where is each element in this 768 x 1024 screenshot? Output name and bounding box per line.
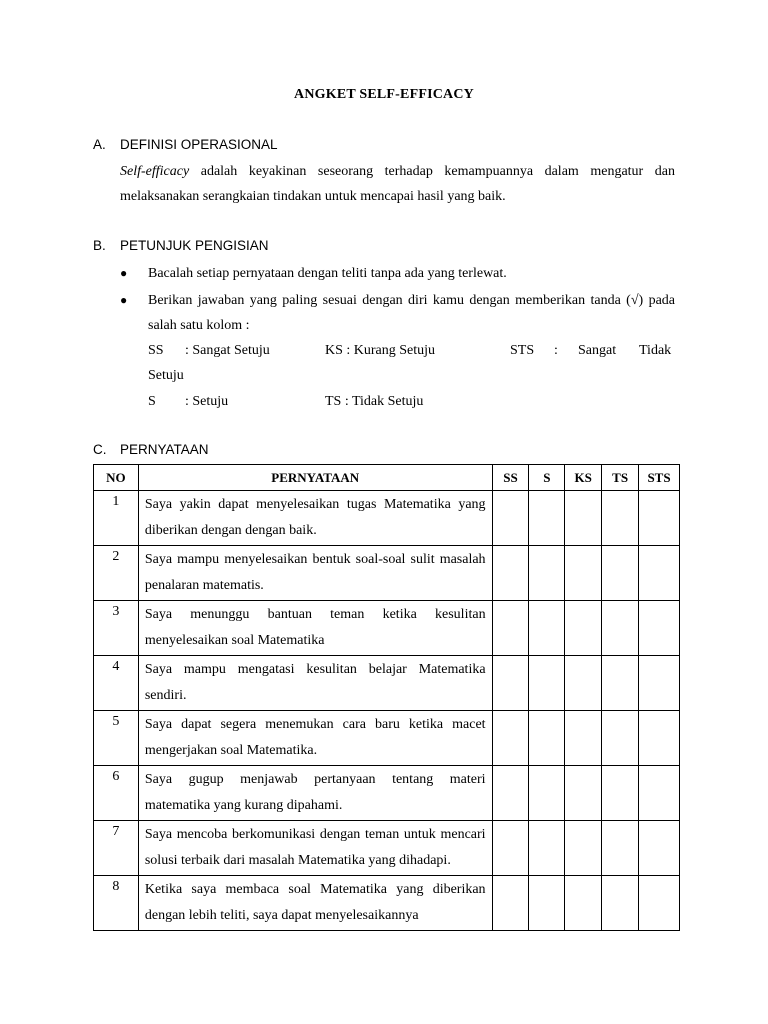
row-statement: Saya mampu mengatasi kesulitan belajar Matematika sendiri. — [138, 656, 492, 711]
section-a-letter: A. — [93, 137, 106, 152]
answer-cell-ss[interactable] — [492, 656, 529, 711]
statement-table — [93, 464, 680, 931]
answer-cell-ss[interactable] — [492, 491, 529, 546]
answer-cell-ts[interactable] — [602, 546, 639, 601]
answer-cell-sts[interactable] — [639, 601, 680, 656]
answer-cell-s[interactable] — [529, 766, 565, 821]
row-statement: Saya yakin dapat menyelesaikan tugas Matematika yang diberikan dengan dengan baik. — [138, 491, 492, 546]
answer-cell-sts[interactable] — [639, 711, 680, 766]
answer-cell-s[interactable] — [529, 876, 565, 931]
table-header-row — [94, 465, 680, 491]
header-no: NO — [94, 465, 139, 491]
section-b-letter: B. — [93, 238, 106, 253]
header-ts: TS — [602, 465, 639, 491]
answer-cell-ks[interactable] — [565, 491, 602, 546]
section-a-title: DEFINISI OPERASIONAL — [120, 137, 278, 152]
legend-s-code: S — [148, 394, 156, 409]
answer-cell-ts[interactable] — [602, 876, 639, 931]
row-number: 8 — [94, 876, 139, 931]
legend-sts-word-2: Tidak — [639, 343, 672, 358]
answer-cell-s[interactable] — [529, 656, 565, 711]
section-c-title: PERNYATAAN — [120, 442, 209, 457]
section-c-letter: C. — [93, 442, 107, 457]
answer-cell-s[interactable] — [529, 546, 565, 601]
legend-row-1-wrap — [148, 363, 675, 388]
instruction-text-2: Berikan jawaban yang paling sesuai dengan diri kamu dengan memberikan tanda (√) pada salah satu kolom : — [148, 293, 675, 333]
instruction-text-1: Bacalah setiap pernyataan dengan teliti tanpa ada yang terlewat. — [148, 266, 507, 281]
answer-cell-ks[interactable] — [565, 821, 602, 876]
header-ss: SS — [492, 465, 529, 491]
answer-cell-ts[interactable] — [602, 711, 639, 766]
row-number: 7 — [94, 821, 139, 876]
definition-paragraph — [120, 159, 675, 209]
definition-text: adalah keyakinan seseorang terhadap kemampuannya dalam mengatur dan melaksanakan serangkaian tindakan untuk mencapai hasil yang baik. — [120, 164, 675, 204]
legend-ss-code: SS — [148, 343, 164, 358]
section-c-heading — [93, 442, 209, 457]
legend-row-2 — [148, 389, 675, 414]
row-number: 4 — [94, 656, 139, 711]
bullet-icon: ● — [120, 293, 128, 307]
row-number: 6 — [94, 766, 139, 821]
instruction-bullet-2 — [120, 288, 675, 338]
row-number: 2 — [94, 546, 139, 601]
answer-cell-sts[interactable] — [639, 876, 680, 931]
answer-cell-s[interactable] — [529, 601, 565, 656]
answer-cell-ss[interactable] — [492, 601, 529, 656]
legend-ts: TS : Tidak Setuju — [325, 394, 424, 409]
table-row — [94, 711, 680, 766]
answer-cell-ks[interactable] — [565, 601, 602, 656]
table-row — [94, 766, 680, 821]
answer-cell-ts[interactable] — [602, 601, 639, 656]
answer-cell-ss[interactable] — [492, 821, 529, 876]
answer-cell-ks[interactable] — [565, 711, 602, 766]
section-b-heading — [93, 238, 269, 253]
row-number: 5 — [94, 711, 139, 766]
row-statement: Saya menunggu bantuan teman ketika kesulitan menyelesaikan soal Matematika — [138, 601, 492, 656]
answer-cell-ks[interactable] — [565, 546, 602, 601]
header-s: S — [529, 465, 565, 491]
answer-cell-s[interactable] — [529, 821, 565, 876]
table-row — [94, 876, 680, 931]
answer-cell-ss[interactable] — [492, 766, 529, 821]
answer-cell-ss[interactable] — [492, 876, 529, 931]
answer-cell-ss[interactable] — [492, 546, 529, 601]
row-number: 3 — [94, 601, 139, 656]
answer-cell-s[interactable] — [529, 491, 565, 546]
table-row — [94, 546, 680, 601]
legend-row-1 — [148, 338, 675, 363]
answer-cell-ts[interactable] — [602, 821, 639, 876]
row-statement: Saya gugup menjawab pertanyaan tentang materi matematika yang kurang dipahami. — [138, 766, 492, 821]
table-row — [94, 601, 680, 656]
legend-sts-word-1: Sangat — [578, 343, 617, 358]
row-statement: Saya mencoba berkomunikasi dengan teman untuk mencari solusi terbaik dari masalah Matematika yang dihadapi. — [138, 821, 492, 876]
answer-cell-ts[interactable] — [602, 656, 639, 711]
instruction-bullet-1 — [120, 261, 675, 286]
table-row — [94, 491, 680, 546]
section-a-heading — [93, 137, 278, 152]
answer-cell-ts[interactable] — [602, 491, 639, 546]
answer-cell-sts[interactable] — [639, 766, 680, 821]
answer-cell-sts[interactable] — [639, 491, 680, 546]
answer-cell-ss[interactable] — [492, 711, 529, 766]
row-statement: Ketika saya membaca soal Matematika yang diberikan dengan lebih teliti, saya dapat menyelesaikannya — [138, 876, 492, 931]
page-title: ANGKET SELF-EFFICACY — [294, 87, 474, 102]
section-b-title: PETUNJUK PENGISIAN — [120, 238, 269, 253]
legend-ss-desc: : Sangat Setuju — [185, 343, 270, 358]
row-statement: Saya mampu menyelesaikan bentuk soal-soal sulit masalah penalaran matematis. — [138, 546, 492, 601]
answer-cell-ks[interactable] — [565, 766, 602, 821]
answer-cell-s[interactable] — [529, 711, 565, 766]
answer-cell-ks[interactable] — [565, 876, 602, 931]
row-number: 1 — [94, 491, 139, 546]
answer-cell-sts[interactable] — [639, 821, 680, 876]
legend-sts-word-3: Setuju — [148, 368, 184, 383]
legend-ks: KS : Kurang Setuju — [325, 343, 436, 358]
header-statement: PERNYATAAN — [138, 465, 492, 491]
header-sts: STS — [639, 465, 680, 491]
answer-cell-sts[interactable] — [639, 656, 680, 711]
definition-term: Self-efficacy — [120, 164, 190, 179]
legend-sts-colon: : — [554, 343, 558, 358]
table-row — [94, 656, 680, 711]
answer-cell-sts[interactable] — [639, 546, 680, 601]
answer-cell-ts[interactable] — [602, 766, 639, 821]
header-ks: KS — [565, 465, 602, 491]
legend-s-desc: : Setuju — [185, 394, 229, 409]
legend-sts-code: STS — [510, 343, 535, 358]
table-row — [94, 821, 680, 876]
answer-cell-ks[interactable] — [565, 656, 602, 711]
bullet-icon: ● — [120, 266, 128, 280]
row-statement: Saya dapat segera menemukan cara baru ketika macet mengerjakan soal Matematika. — [138, 711, 492, 766]
